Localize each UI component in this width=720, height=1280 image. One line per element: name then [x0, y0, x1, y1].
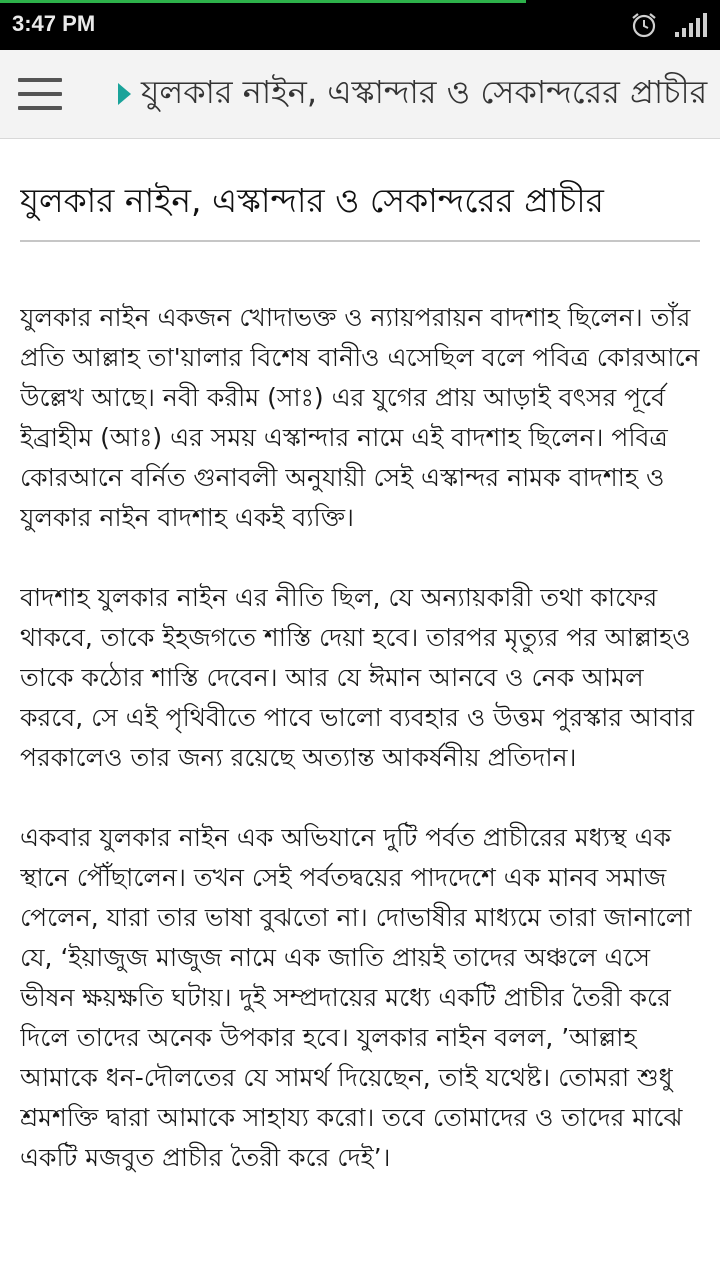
signal-strength-icon: [674, 12, 708, 38]
breadcrumb-arrow-icon: [118, 83, 131, 105]
article-content[interactable]: [20, 138, 700, 1280]
status-time: 3:47 PM: [12, 11, 96, 36]
title-divider: [20, 240, 700, 242]
breadcrumb[interactable]: [118, 70, 718, 118]
status-icons: [630, 10, 708, 40]
status-bar: [0, 0, 720, 50]
page-load-progress-bar: [0, 0, 526, 3]
hamburger-menu-icon[interactable]: [18, 78, 62, 110]
alarm-clock-icon: [630, 11, 658, 39]
article-paragraph: যুলকার নাইন একজন খোদাভক্ত ও ন্যায়পরায়ন বাদশাহ ছিলেন। তাঁর প্রতি আল্লাহ তা'য়ালার বিশেষ বানীও এসেছিল বলে পবিত্র কোরআনে উল্লেখ আছে। নবী করীম (সাঃ) এর যুগের প্রায় আড়াই বৎসর পূর্বে ইব্রাহীম (আঃ) এর সময় এস্কান্দার নামে এই বাদশাহ ছিলেন। পবিত্র কোরআনে বর্নিত গুনাবলী অনুযায়ী সেই এস্কান্দর নামক বাদশাহ ও যুলকার নাইন বাদশাহ একই ব্যক্তি।: [20, 303, 700, 532]
breadcrumb-title: যুলকার নাইন, এস্কান্দার ও সেকান্দরের প্রাচীর: [141, 73, 708, 111]
app-bar: [0, 50, 720, 139]
article-paragraph: বাদশাহ যুলকার নাইন এর নীতি ছিল, যে অন্যায়কারী তথা কাফের থাকবে, তাকে ইহজগতে শাস্তি দেয়া হবে। তারপর মৃত্যুর পর আল্লাহও তাকে কঠোর শাস্তি দেবেন। আর যে ঈমান আনবে ও নেক আমল করবে, সে এই পৃথিবীতে পাবে ভালো ব্যবহার ও উত্তম পুরস্কার আবার পরকালেও তার জন্য রয়েছে অত্যান্ত আকর্ষনীয় প্রতিদান।: [20, 583, 695, 772]
page-title: যুলকার নাইন, এস্কান্দার ও সেকান্দরের প্রাচীর: [20, 181, 604, 220]
article-paragraph: একবার যুলকার নাইন এক অভিযানে দুটি পর্বত প্রাচীরের মধ্যস্থ এক স্থানে পৌঁছালেন। তখন সেই পর্বতদ্বয়ের পাদদেশে এক মানব সমাজ পেলেন, যারা তার ভাষা বুঝতো না। দোভাষীর মাধ্যমে তারা জানালো যে, ‘ইয়াজুজ মাজুজ নামে এক জাতি প্রায়ই তাদের অঞ্চলে এসে ভীষন ক্ষয়ক্ষতি ঘটায়। দুই সম্প্রদায়ের মধ্যে একটি প্রাচীর তৈরী করে দিলে তাদের অনেক উপকার হবে। যুলকার নাইন বলল, ’আল্লাহ আমাকে ধন-দৌলতের যে সামর্থ দিয়েছেন, তাই যথেষ্ট। তোমরা শুধু শ্রমশক্তি দ্বারা আমাকে সাহায্য করো। তবে তোমাদের ও তাদের মাঝে একটি মজবুত প্রাচীর তৈরী করে দেই’।: [20, 823, 692, 1172]
